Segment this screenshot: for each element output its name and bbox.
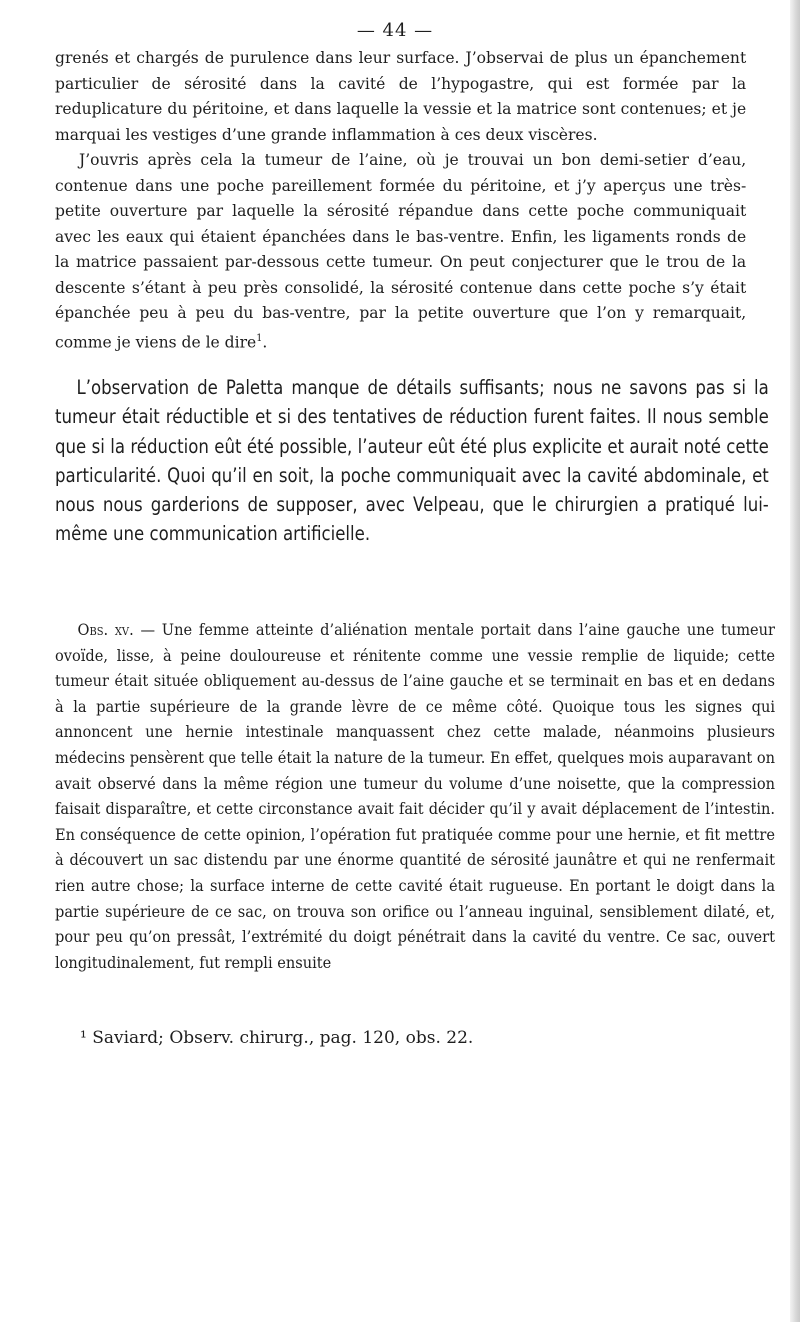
paragraph-1-block — [55, 45, 746, 354]
paragraph-2-text: J’ouvris après cela la tumeur de l’aine, où je trouvai un bon demi-setier d’eau, contenue dans une poche pareillement formée du péritoine, et j’y aperçus une très-petite ouverture par laquelle la sérosité répandue dans cette poche communiquait avec les eaux qui étaient épanchées dans le bas-ventre. Enfin, les ligaments ronds de la matrice passaient par-dessous cette tumeur. On peut conjecturer que le trou de la descente s’étant à peu près consolidé, la sérosité contenue dans cette poche s’y était épanchée peu à peu du bas-ventre, par la petite ouverture que l’on y remarquait, comme je viens de le dire — [55, 150, 747, 351]
page-edge-shadow — [790, 0, 800, 1322]
paragraph-1: grenés et chargés de purulence dans leur surface. J’observai de plus un épanchement particulier de sérosité dans la cavité de l’hypogastre, qui est formée par la reduplicature du péritoine, et dans laquelle la vessie et la matrice sont contenues; et je marquai les vestiges d’une grande inflammation à ces deux viscères. — [55, 48, 747, 144]
footnote: ¹ Saviard; Observ. chirurg., pag. 120, obs. 22. — [80, 1028, 474, 1048]
footnote-marker: 1 — [256, 332, 263, 344]
commentary-paragraph: L’observation de Paletta manque de détails suffisants; nous ne savons pas si la tumeur était réductible et si des tentatives de réduction furent faites. Il nous semble que si la réduction eût été possible, l’auteur eût été plus explicite et aurait noté cette particularité. Quoi qu’il en soit, la poche communiquait avec la cavité abdominale, et nous nous garderions de supposer, avec Velpeau, que le chirurgien a pratiqué lui-même une communication artificielle. — [55, 376, 769, 546]
paragraph-2: J’ouvris après cela la tumeur de l’aine, où je trouvai un bon demi-setier d’eau, contenue dans une poche pareillement formée du péritoine, et j’y aperçus une très-petite ouverture par laquelle la sérosité répandue dans cette poche communiquait avec les eaux qui étaient épanchées dans le bas-ventre. Enfin, les ligaments ronds de la matrice passaient par-dessous cette tumeur. On peut conjecturer que le trou de la descente s’étant à peu près consolidé, la sérosité contenue dans cette poche s’y était épanchée peu à peu du bas-ventre, par la petite ouverture que l’on y remarquait, comme je viens de le dire$^1$. — [55, 150, 747, 351]
observation-paragraph — [55, 617, 775, 975]
observation-text: Une femme atteinte d’aliénation mentale portait dans l’aine gauche une tumeur ovoïde, lisse, à peine douloureuse et rénitente comme une vessie remplie de liquide; cette tumeur était située obliquement au-dessus de l’aine gauche et se terminait en bas et en dedans à la partie supérieure de la grande lèvre de ce même côté. Quoique tous les signes qui annoncent une hernie intestinale manquassent chez cette malade, néanmoins plusieurs médecins pensèrent que telle était la nature de la tumeur. En effet, quelques mois auparavant on avait observé dans la même région une tumeur du volume d’une noisette, que la compression faisait disparaître, et cette circonstance avait fait décider qu’il y avait déplacement de l’intestin. En conséquence de cette opinion, l’opération fut pratiquée comme pour une hernie, et fit mettre à découvert un sac distendu par une énorme quantité de sérosité jaunâtre et qui ne renfermait rien autre chose; la surface interne de cette cavité était rugueuse. En portant le doigt dans la partie supérieure de ce sac, on trouva son orifice ou l’anneau inguinal, sensiblement dilaté, et, pour peu qu’on pressât, l’extrémité du doigt pénétrait dans la cavité du ventre. Ce sac, ouvert longitudinalement, fut rempli ensuite — [55, 620, 775, 972]
page-number: — 44 — — [356, 20, 434, 41]
observation-label: Obs. xv. — — [77, 620, 156, 639]
